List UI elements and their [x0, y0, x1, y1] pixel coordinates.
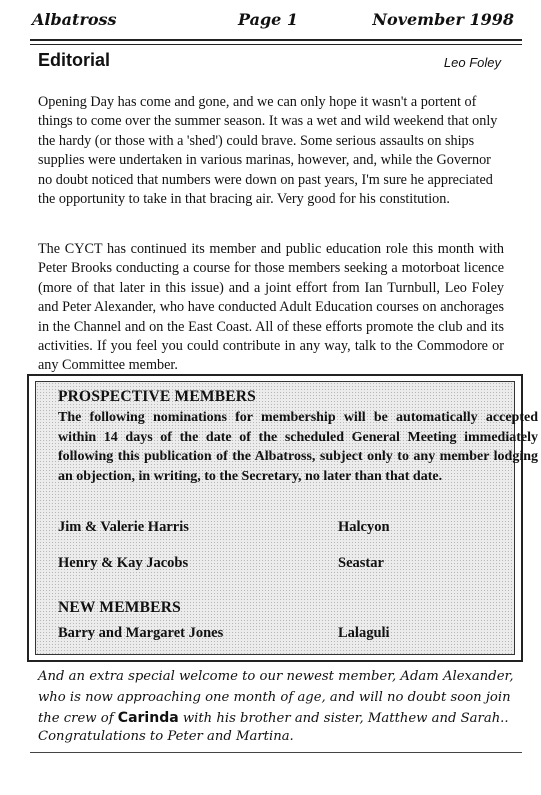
newsletter-name: Albatross	[32, 10, 117, 29]
editorial-paragraph: Opening Day has come and gone, and we can only hope it wasn't a portent of things to come over the summer season. It was a wet and wild weekend that only the hardy (or those with a 'shed') could brave. Some serious assaults on ships supplies were undertaken in various marinas, however, and, while the Governor no doubt noticed that numbers were down on past years, I'm sure he appreciated the opportunity to take in that bracing air. Very good for his constitution.	[38, 94, 498, 208]
new-members-heading: NEW MEMBERS	[58, 599, 181, 616]
footer-rule	[30, 752, 522, 753]
member-name: Henry & Kay Jacobs	[58, 555, 189, 571]
header-rule	[30, 39, 522, 41]
member-boat: Seastar	[338, 555, 384, 571]
welcome-text: And an extra special welcome to our newest member, Adam Alexander, who is now approaching one month of age, and will no doubt soon join the crew of	[38, 669, 514, 726]
member-name: Barry and Margaret Jones	[58, 625, 224, 641]
editorial-paragraph: The CYCT has continued its member and public education role this month with Peter Brooks conducting a course for those members seeking a motorboat licence (more of that later in this issue) and a joint effort from Ian Turnbull, Leo Foley and Peter Alexander, who have conducted Adult Education courses on anchorages in the Channel and on the East Coast. All of these efforts promote the club and its activities. If you feel you could contribute in any way, talk to the Commodore or any Committee member.	[38, 241, 504, 374]
member-boat: Lalaguli	[338, 625, 390, 641]
page-number: Page 1	[238, 10, 299, 29]
membership-box	[27, 374, 538, 662]
header-rule-thin	[30, 44, 522, 45]
welcome-text-end: with his brother and sister, Matthew and Sarah..	[182, 711, 509, 726]
member-name: Jim & Valerie Harris	[58, 519, 189, 535]
issue-date: November 1998	[372, 10, 514, 29]
member-boat: Halcyon	[338, 519, 390, 535]
editorial-author: Leo Foley	[443, 55, 501, 70]
nomination-notice: The following nominations for membership will be automatically accepted within 14 days of the date of the scheduled General Meeting immediately following this publication of the Albatross, subject only to any member lodging an objection, in writing, to the Secretary, no later than that date.	[58, 410, 538, 484]
boat-name: Carinda	[117, 710, 179, 726]
membership-box-panel	[35, 381, 538, 655]
prospective-members-heading: PROSPECTIVE MEMBERS	[58, 388, 257, 405]
page-header	[30, 10, 520, 36]
congratulations-note: Congratulations to Peter and Martina.	[38, 729, 294, 744]
editorial-title: Editorial	[38, 50, 111, 70]
welcome-note	[38, 666, 518, 729]
